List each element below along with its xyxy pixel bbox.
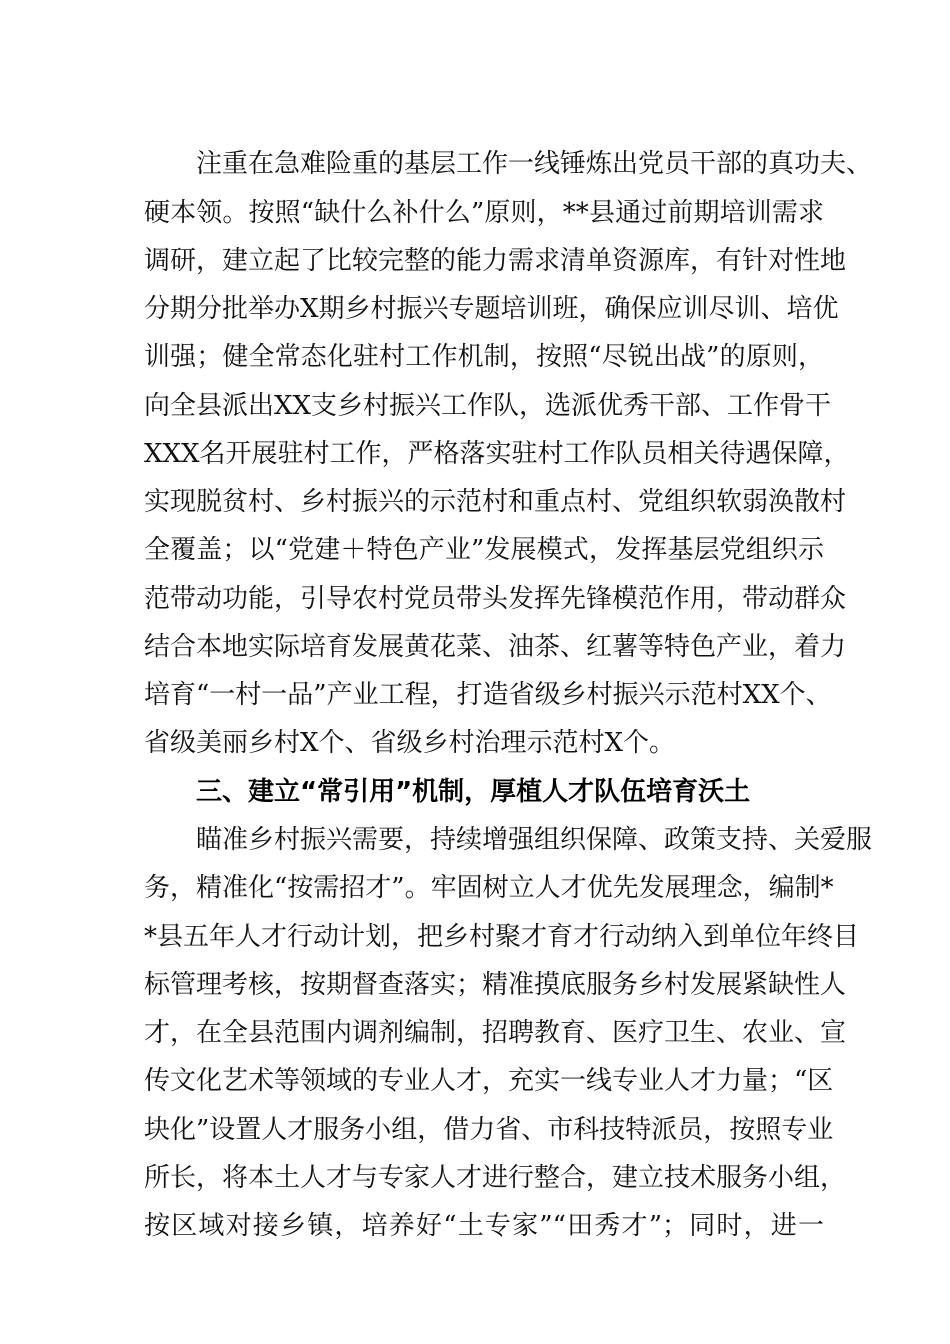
paragraph-line: 调研，建立起了比较完整的能力需求清单资源库，有针对性地	[144, 246, 847, 276]
paragraph-line: 硬本领。按照“缺什么补什么”原则，**县通过前期培训需求	[144, 198, 824, 228]
paragraph-line: 务，精准化“按需招才”。牢固树立人才优先发展理念，编制*	[144, 873, 834, 903]
section-heading: 三、建立“常引用”机制，厚植人才队伍培育沃土	[196, 777, 751, 807]
paragraph-line: 向全县派出XX支乡村振兴工作队，选派优秀干部、工作骨干	[144, 391, 832, 421]
paragraph-line: 培育“一村一品”产业工程，打造省级乡村振兴示范村XX个、	[144, 680, 832, 710]
paragraph-line: 结合本地实际培育发展黄花菜、油茶、红薯等特色产业，着力	[144, 632, 847, 662]
paragraph-line: 瞄准乡村振兴需要，持续增强组织保障、政策支持、关爱服	[196, 825, 873, 855]
paragraph-line: 省级美丽乡村X个、省级乡村治理示范村X个。	[144, 728, 676, 758]
paragraph-line: 分期分批举办X期乡村振兴专题培训班，确保应训尽训、培优	[144, 294, 839, 324]
paragraph-line: 范带动功能，引导农村党员带头发挥先锋模范作用，带动群众	[144, 584, 847, 614]
paragraph-line: XXX名开展驻村工作，严格落实驻村工作队员相关待遇保障，	[144, 439, 850, 469]
paragraph-line: 全覆盖；以“党建＋特色产业”发展模式，发挥基层党组织示	[144, 535, 824, 565]
paragraph-line: 注重在急难险重的基层工作一线锤炼出党员干部的真功夫、	[196, 149, 873, 179]
paragraph-line: 传文化艺术等领域的专业人才，充实一线专业人才力量；“区	[144, 1066, 834, 1096]
paragraph-line: 实现脱贫村、乡村振兴的示范村和重点村、党组织软弱涣散村	[144, 487, 847, 517]
paragraph-line: 标管理考核，按期督查落实；精准摸底服务乡村发展紧缺性人	[144, 970, 847, 1000]
paragraph-line: 才，在全县范围内调剂编制，招聘教育、医疗卫生、农业、宣	[144, 1018, 847, 1048]
paragraph-line: 块化”设置人才服务小组，借力省、市科技特派员，按照专业	[144, 1115, 834, 1145]
paragraph-line: *县五年人才行动计划，把乡村聚才育才行动纳入到单位年终目	[144, 922, 860, 952]
paragraph-line: 按区域对接乡镇，培养好“土专家”“田秀才”；同时，进一	[144, 1211, 824, 1241]
paragraph-line: 所长，将本土人才与专家人才进行整合，建立技术服务小组，	[144, 1163, 847, 1193]
paragraph-line: 训强；健全常态化驻村工作机制，按照“尽锐出战”的原则，	[144, 342, 824, 372]
